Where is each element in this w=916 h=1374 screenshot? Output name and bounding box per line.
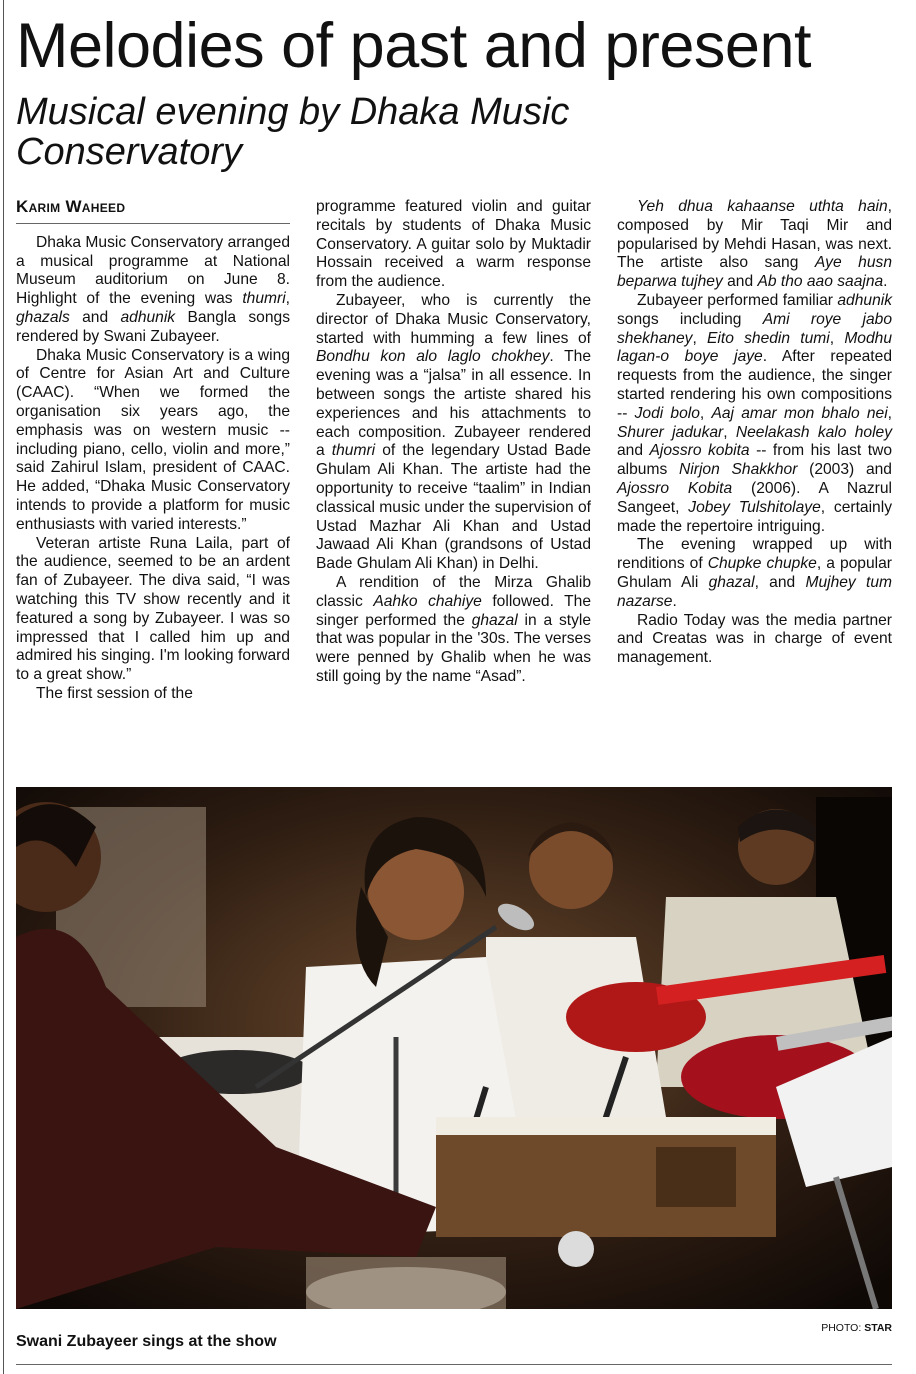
article-column-3 bbox=[617, 198, 892, 668]
article-paragraph: Dhaka Music Conservatory is a wing of Centre for Asian Art and Culture (CAAC). “When we formed the organisation six years ago, the emphasis was on western music -- including piano, cello, violin and more,” said Zahirul Islam, president of CAAC. He added, “Dhaka Music Conservatory intends to provide a platform for music enthusiasts with varied interests.” bbox=[16, 346, 290, 533]
photo-credit-label: PHOTO: bbox=[821, 1322, 862, 1334]
article-column-1 bbox=[16, 198, 290, 704]
article-paragraph: Dhaka Music Conservatory arranged a musical programme at National Museum auditorium on June 8. Highlight of the evening was thumri, ghazals and adhunik Bangla songs rendered by Swani Zubayeer. bbox=[16, 233, 290, 345]
article-paragraph: Yeh dhua kahaanse uthta hain, composed by Mir Taqi Mir and popularised by Mehdi Hasan, was next. The artiste also sang Aye husn beparwa tujhey and Ab tho aao saajna. bbox=[617, 198, 892, 291]
article-paragraph: programme featured violin and guitar recitals by students of Dhaka Music Conservatory. A guitar solo by Muktadir Hossain received a warm response from the audience. bbox=[316, 198, 591, 291]
article-paragraph: Veteran artiste Runa Laila, part of the audience, seemed to be an ardent fan of Zubayeer. The diva said, “I was watching this TV show recently and it featured a song by Zubayeer. I was so impressed that I called him up and admired his singing. I'm looking forward to a great show.” bbox=[16, 534, 290, 684]
article-column-2 bbox=[316, 198, 591, 687]
column-1-body bbox=[16, 234, 290, 704]
byline: Karim Waheed bbox=[16, 198, 290, 224]
article-paragraph: The first session of the bbox=[36, 684, 193, 702]
article-paragraph: Zubayeer performed familiar adhunik songs including Ami roye jabo shekhaney, Eito shedin tumi, Modhu lagan-o boye jaye. After repeated requests from the audience, the singer started rendering his own compositions -- Jodi bolo, Aaj amar mon bhalo nei, Shurer jadukar, Neelakash kalo holey and Ajossro kobita -- from his last two albums Nirjon Shakkhor (2003) and Ajossro Kobita (2006). A Nazrul Sangeet, Jobey Tulshitolaye, certainly made the repertoire intriguing. bbox=[617, 291, 893, 535]
photo-credit bbox=[821, 1322, 892, 1334]
concert-photo bbox=[16, 787, 892, 1309]
article-paragraph: Radio Today was the media partner and Creatas was in charge of event management. bbox=[617, 611, 892, 667]
article-paragraph: A rendition of the Mirza Ghalib classic Aahko chahiye followed. The singer performed the ghazal in a style that was popular in the '30s. The verses were penned by Ghalib when he was still going by the name “Asad”. bbox=[316, 573, 592, 685]
deck-subheadline: Musical evening by Dhaka Music Conservatory bbox=[16, 91, 570, 173]
column-3-body bbox=[617, 198, 892, 668]
article-paragraph: The evening wrapped up with renditions of Chupke chupke, a popular Ghulam Ali ghazal, and Mujhey tum nazarse. bbox=[617, 536, 892, 610]
bottom-rule bbox=[16, 1364, 892, 1365]
concert-photo-illustration bbox=[16, 787, 892, 1309]
photo-credit-source: STAR bbox=[864, 1322, 892, 1334]
article-paragraph: Zubayeer, who is currently the director of Dhaka Music Conservatory, started with humming a few lines of Bondhu kon alo laglo chokhey. The evening was a “jalsa” in all essence. In between songs the artiste shared his experiences and his attachments to each composition. Zubayeer rendered a thumri of the legendary Ustad Bade Ghulam Ali Khan. The artiste had the opportunity to receive “taalim” in Indian classical music under the supervision of Ustad Mazhar Ali Khan and Ustad Jawaad Ali Khan (grandsons of Ustad Bade Ghulam Ali Khan) in Delhi. bbox=[316, 291, 591, 573]
column-2-body bbox=[316, 198, 591, 687]
left-column-rule bbox=[3, 0, 4, 1374]
headline: Melodies of past and present bbox=[16, 11, 812, 81]
photo-caption: Swani Zubayeer sings at the show bbox=[16, 1333, 277, 1350]
